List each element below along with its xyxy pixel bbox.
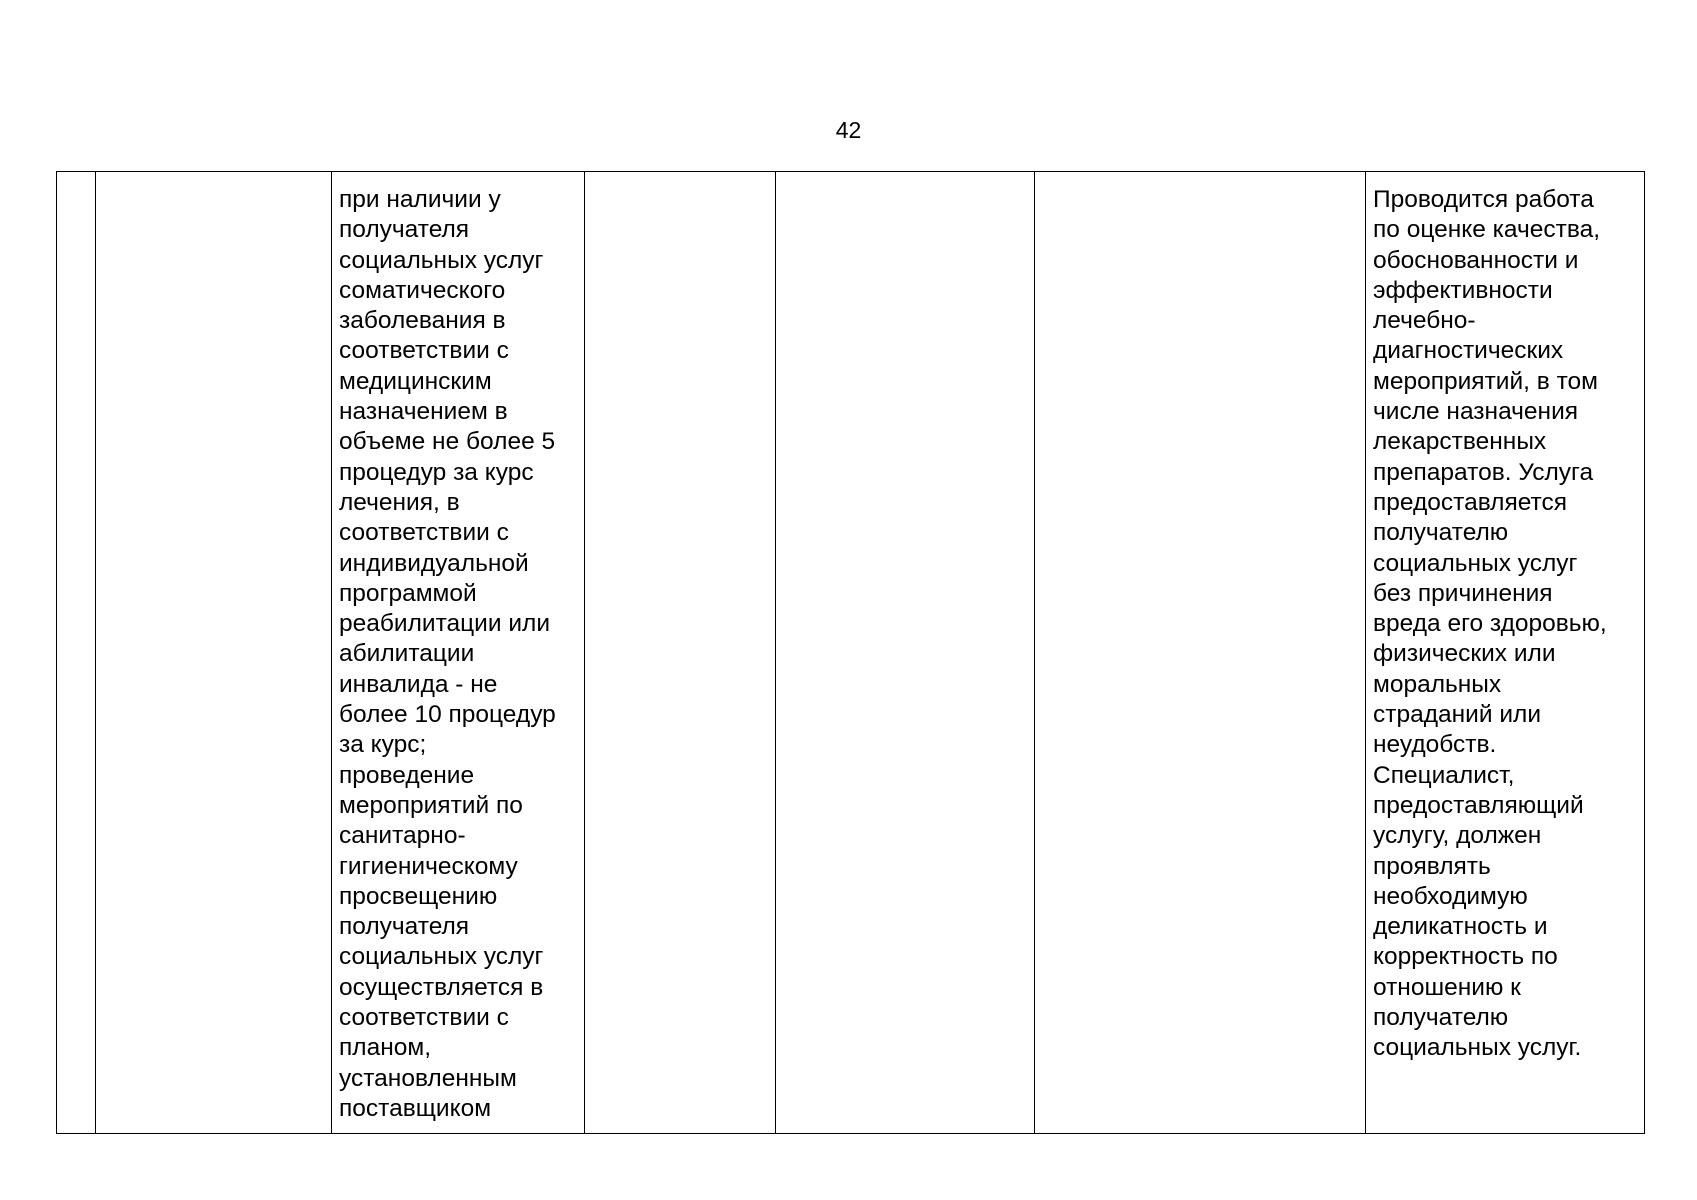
table-cell-col6 xyxy=(1035,172,1366,1134)
table-cell-number xyxy=(57,172,96,1134)
service-description-text: при наличии у получателя социальных услуг соматического заболевания в соответствии с медицинским назначением в объеме не более 5 процедур за курс лечения, в соответствии с индивидуальной программой реабилитации или абилитации инвалида - не более 10 процедур за курс; проведение мероприятий по санитарно- гигиеническому просвещению получателя социальных услуг осуществляется в соответствии с планом, установленным поставщиком xyxy=(339,186,556,1122)
table-cell-col4 xyxy=(585,172,776,1134)
table-cell-quality-conditions xyxy=(1366,172,1645,1134)
table-cell-service-name xyxy=(96,172,332,1134)
service-table xyxy=(56,171,1645,1134)
table-cell-col5 xyxy=(776,172,1035,1134)
table-cell-service-description xyxy=(332,172,585,1134)
quality-conditions-text: Проводится работа по оценке качества, обоснованности и эффективности лечебно- диагностических мероприятий, в том числе назначения лекарственных препаратов. Услуга предоставляется получателю социальных услуг без причинения вреда его здоровью, физических или моральных страданий или неудобств. Специалист, предоставляющий услугу, должен проявлять необходимую деликатность и корректность по отношению к получателю социальных услуг. xyxy=(1373,186,1607,1062)
page-number: 42 xyxy=(835,117,862,143)
table-row xyxy=(57,172,1645,1134)
